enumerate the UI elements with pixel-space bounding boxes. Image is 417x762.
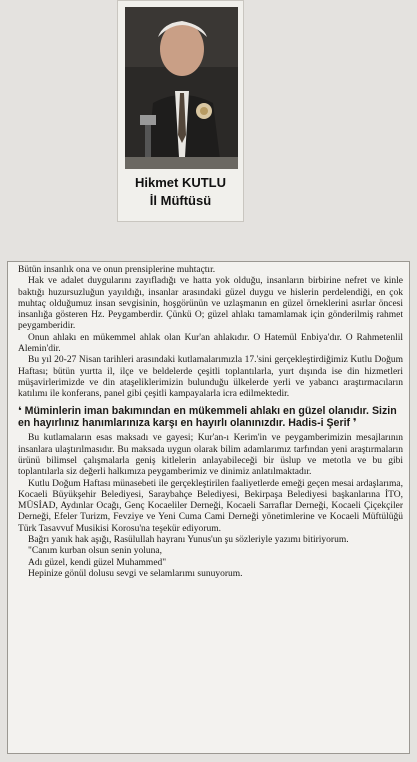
poem-line: Adı güzel, kendi güzel Muhammed" xyxy=(28,557,167,568)
article-clipping xyxy=(7,261,410,754)
article-paragraph: Bütün insanlık ona ve onun prensiplerine muhtaçtır. xyxy=(18,265,216,275)
portrait-photo xyxy=(125,7,238,169)
article-paragraph: Bu kutlamaların esas maksadı ve gayesi; Kur'an-ı Kerim'in ve peygamberimizin mesajlarının insanlara ulaştırılmasıdır. Bu maksada uygun olarak bilim adamlarımız tarfından yeni araştırmaların ürünü bilimsel çalışmalarla geniş kitlelerin anlayabileceği bir üslup ve metotla ve bu gibi toplantılarla siz değerli halkımıza peygamberimiz ve dinimiz anlatılmaktadır. xyxy=(18,433,403,478)
caption-title: İl Müftüsü xyxy=(149,193,212,208)
article-paragraph: Hak ve adalet duygularını zayıfladığı ve hatta yok olduğu, insanların birbirine nefret ve kinle baktığı huzursuzluğun yayıldığı, insanlar arasındaki güzel duygu ve hislerin perdelendiği, en çok muhtaç olduğumuz insan sevgisinin, hoşgörünün ve uzlaşmanın en güzel örneklerini asırlar öncesi insanlığa gösteren Hz. Peygamberdir. Çünkü O; güzel ahlakı tamamlamak için gönderilmiş rahmet peygamberidir. xyxy=(18,276,403,332)
article-paragraph: Kutlu Doğum Haftası münasebeti ile gerçekleştirilen faaliyetlerde emeği geçen mesai ardaşlarıma, Kocaeli Büyükşehir Belediyesi, Saraybahçe Belediyesi, Bekirpaşa Belediyesi başkanlarına İTO, MÜSİAD, Aydınlar Ocağı, Genç Kocaeliler Derneği, Kocaeli Sarraflar Derneği, Kocaeli Çiçekçiler Derneği, Efeler Turizm, Fevziye ve Yeni Cuma Cami Derneği yönetimlerine ve Kocaeli Müftülüğü Türk Tasavvuf Musikisi Korosu'na teşekür ediyorum. xyxy=(18,478,403,534)
portrait-card xyxy=(117,0,244,222)
speaker-portrait-illustration xyxy=(125,7,238,169)
hadith-pullquote: ❛ Müminlerin iman bakımından en mükemmeli ahlakı en güzel olanıdır. Sizin en hayırlınız hanımlarınıza karşı en hayırlı olanınızdır. Hadis-i Şerif ❜ xyxy=(18,404,397,429)
caption-name: Hikmet KUTLU xyxy=(134,175,226,190)
poem-line: "Canım kurban olsun senin yoluna, xyxy=(28,546,162,557)
article-paragraph: Bu yıl 20-27 Nisan tarihleri arasındaki kutlamalarımızla 17.'sini gerçekleştirdiğimiz Kutlu Doğum Haftası; bütün yurtta il, ilçe ve beldelerde çeşitli toplantılarla, yurt dışında ise din hizmetleri müşavirlerimizde ve din ataşeliklerimizin bulunduğu ülkelerde yerli ve yabancı araştırmacıların katılımı ile konferans, panel gibi çeşitli kampayalarla icra edilmektedir. xyxy=(18,355,403,400)
article-paragraph: Bağrı yanık hak aşığı, Rasülullah hayranı Yunus'un şu sözleriyle yazımı bitiriyorum. xyxy=(28,535,349,546)
closing-line: Hepinize gönül dolusu sevgi ve selamlarımı sunuyorum. xyxy=(28,568,243,579)
article-paragraph: Onun ahlakı en mükemmel ahlak olan Kur'an ahlakıdır. O Hatemül Enbiya'dır. O Rahmetenlil Alemin'dir. xyxy=(18,332,403,355)
